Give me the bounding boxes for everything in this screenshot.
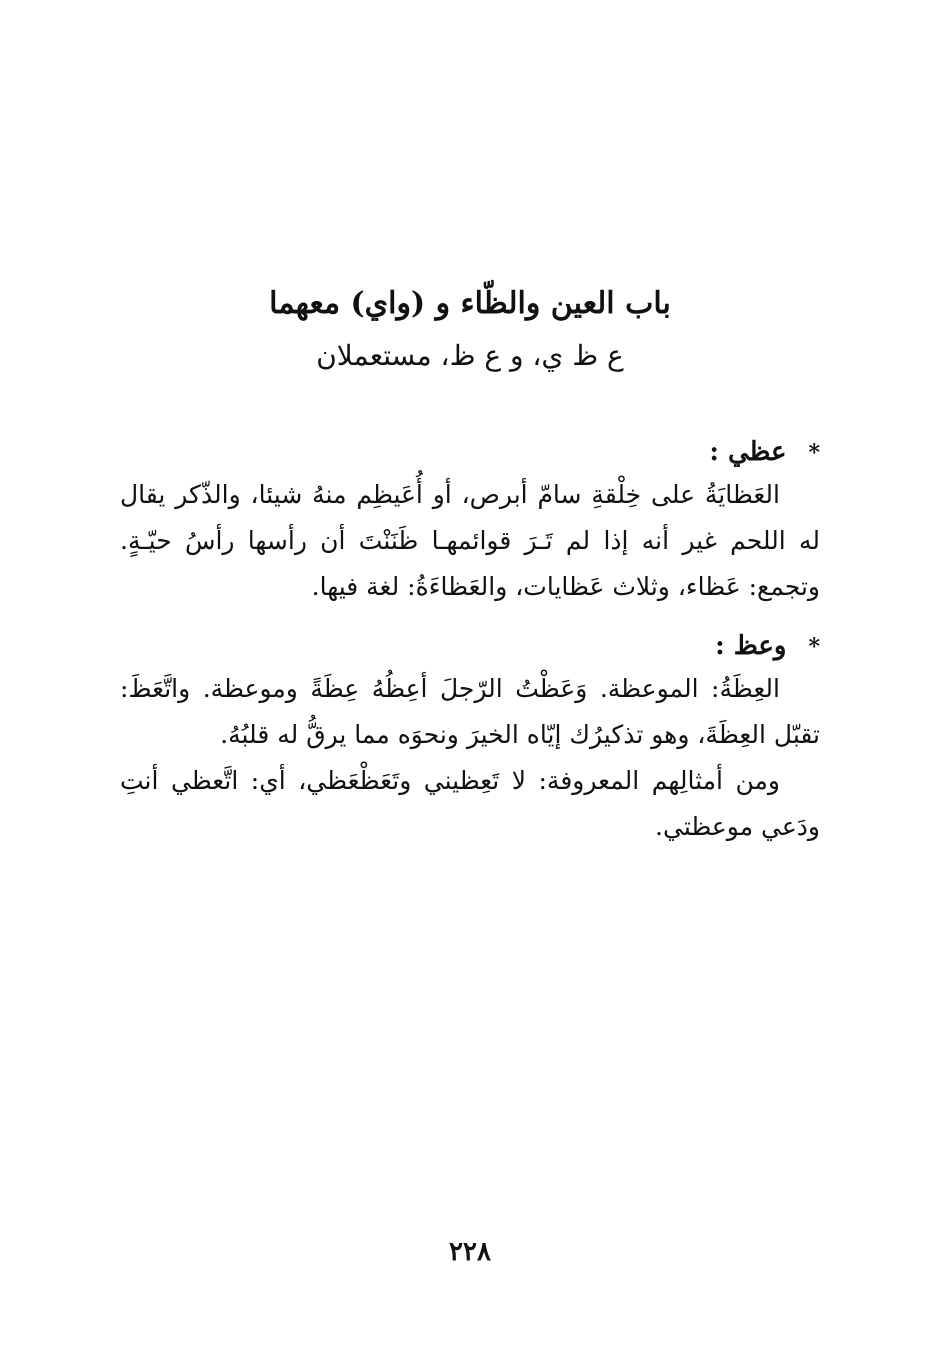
entry-headword-line	[120, 432, 820, 472]
entry-headword: وعظ :	[715, 631, 787, 661]
entry-headword: عظي :	[709, 437, 787, 467]
dictionary-entry	[120, 432, 820, 610]
entry-paragraph: العِظَةُ: الموعظة. وَعَظْتُ الرّجلَ أعِظُهُ عِظَةً وموعظة. واتَّعَظَ: تقبّل العِظَةَ، وهو تذكيرُك إيّاه الخيرَ ونحوَه مما يرقُّ له قلبُهُ.	[120, 674, 820, 749]
chapter-title: باب العين والظّاء و (واي) معهما	[269, 286, 671, 321]
entry-paragraph: ومن أمثالِهم المعروفة: لا تَعِظيني وتَعَظْعَظي، أي: اتَّعظي أنتِ ودَعي موعظتي.	[120, 766, 820, 841]
entry-paragraph: العَظايَةُ على خِلْقةِ سامّ أبرص، أو أُعَيظِم منهُ شيئا، والذّكر يقال له اللحم غير أنه إذا لم تَـرَ قوائمهـا ظَنَنْتَ أن رأسها رأسُ حيّـةٍ. وتجمع: عَظاء، وثلاث عَظايات، والعَظاءَةُ: لغة فيها.	[120, 480, 820, 601]
asterisk-marker: *	[808, 440, 820, 466]
page-number: ٢٢٨	[449, 1237, 491, 1267]
dictionary-entry	[120, 626, 820, 850]
asterisk-marker: *	[808, 634, 820, 660]
entry-headword-line	[120, 626, 820, 666]
chapter-subtitle: ع ظ ي، و ع ظ، مستعملان	[316, 339, 624, 372]
